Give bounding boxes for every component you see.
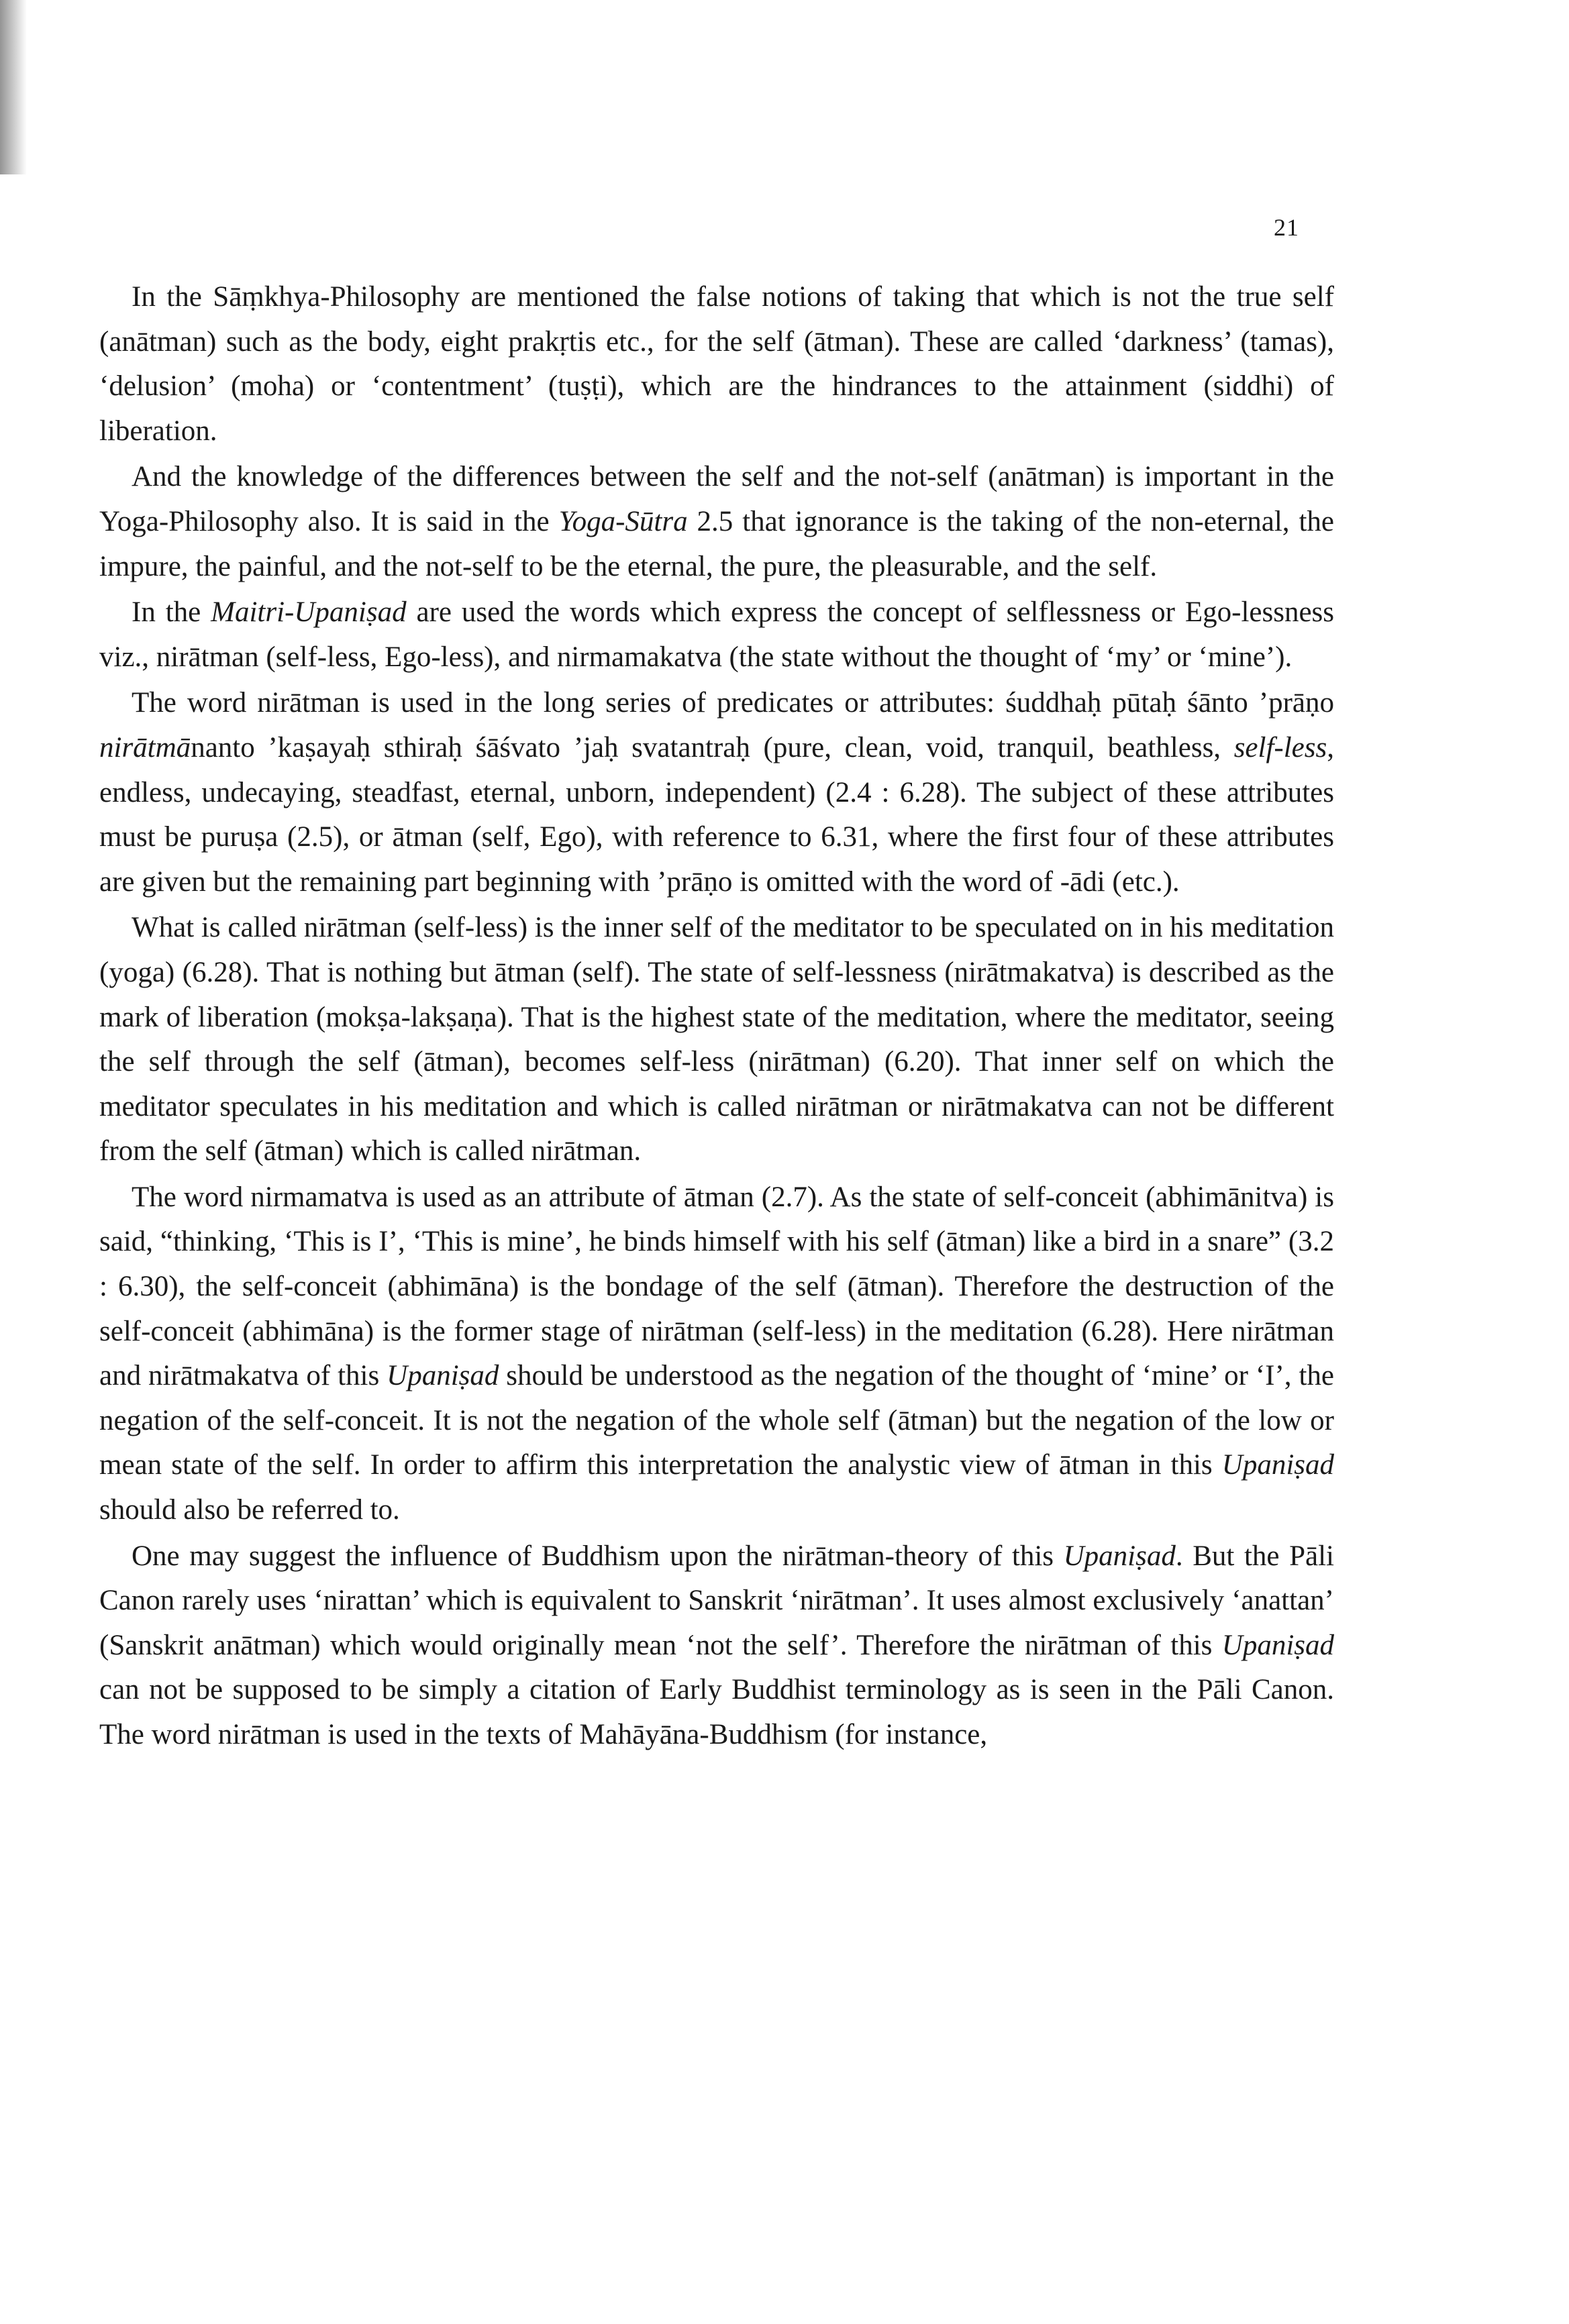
scan-edge-shadow (0, 0, 27, 174)
paragraph-maitri-upanisad: In the Maitri-Upaniṣad are used the words which express the concept of selflessness or Ego-lessness viz., nirātman (self-less, Ego-less), and nirmamakatva (the state without the thought of ‘my’ or ‘mine’). (99, 596, 1334, 673)
paragraph-yoga: And the knowledge of the differences between the self and the not-self (anātman) is important in the Yoga-Philosophy also. It is said in the Yoga-Sūtra 2.5 that ignorance is the taking of the non-eternal, the impure, the painful, and the not-self to be the eternal, the pure, the pleasurable, and the self. (99, 461, 1335, 582)
paragraph-niratman-meditation: What is called nirātman (self-less) is the inner self of the meditator to be speculated on in his meditation (yoga) (6.28). That is nothing but ātman (self). The state of self-lessness (nirātmakatva) is described as the mark of liberation (mokṣa-lakṣaṇa). That is the highest state of the meditation, where the meditator, seeing the self through the self (ātman), becomes self-less (nirātman) (6.20). That inner self on which the meditator speculates in his meditation and which is called nirātman or nirātmakatva can not be different from the self (ātman) which is called nirātman. (99, 912, 1334, 1167)
paragraph-buddhism-influence: One may suggest the influence of Buddhism upon the nirātman-theory of this Upaniṣad. But the Pāli Canon rarely uses ‘nirattan’ which is equivalent to Sanskrit ‘nirātman’. It uses almost exclusively ‘anattan’ (Sanskrit anātman) which would originally mean ‘not the self’. Therefore the nirātman of this Upaniṣad can not be supposed to be simply a citation of Early Buddhist terminology as is seen in the Pāli Canon. The word nirātman is used in the texts of Mahāyāna-Buddhism (for instance, (99, 1540, 1334, 1750)
body-text (99, 275, 1334, 1759)
paragraph-niratman-attributes: The word nirātman is used in the long series of predicates or attributes: śuddhaḥ pūtaḥ śānto ’prāṇo nirātmānanto ’kaṣayaḥ sthiraḥ śāśvato ’jaḥ svatantraḥ (pure, clean, void, tranquil, beathless, self-less, endless, undecaying, steadfast, eternal, unborn, independent) (2.4 : 6.28). The subject of these attributes must be puruṣa (2.5), or ātman (self, Ego), with reference to 6.31, where the first four of these attributes are given but the remaining part beginning with ’prāṇo is omitted with the word of -ādi (etc.). (99, 687, 1334, 898)
page-number: 21 (1274, 214, 1299, 241)
paragraph-nirmamatva: The word nirmamatva is used as an attribute of ātman (2.7). As the state of self-conceit (abhimānitva) is said, “thinking, ‘This is I’, ‘This is mine’, he binds himself with his self (ātman) like a bird in a snare” (3.2 : 6.30), the self-conceit (abhimāna) is the bondage of the self (ātman). Therefore the destruction of the self-conceit (abhimāna) is the former stage of nirātman (self-less) in the meditation (6.28). Here nirātman and nirātmakatva of this Upaniṣad should be understood as the negation of the thought of ‘mine’ or ‘I’, the negation of the self-conceit. It is not the negation of the whole self (ātman) but the negation of the low or mean state of the self. In order to affirm this interpretation the analystic view of ātman in this Upaniṣad should also be referred to. (99, 1181, 1334, 1526)
paragraph-samkhya: In the Sāṃkhya-Philosophy are mentioned the false notions of taking that which is not the true self (anātman) such as the body, eight prakṛtis etc., for the self (ātman). These are called ‘darkness’ (tamas), ‘delusion’ (moha) or ‘contentment’ (tuṣṭi), which are the hindrances to the attainment (siddhi) of liberation. (99, 281, 1334, 447)
